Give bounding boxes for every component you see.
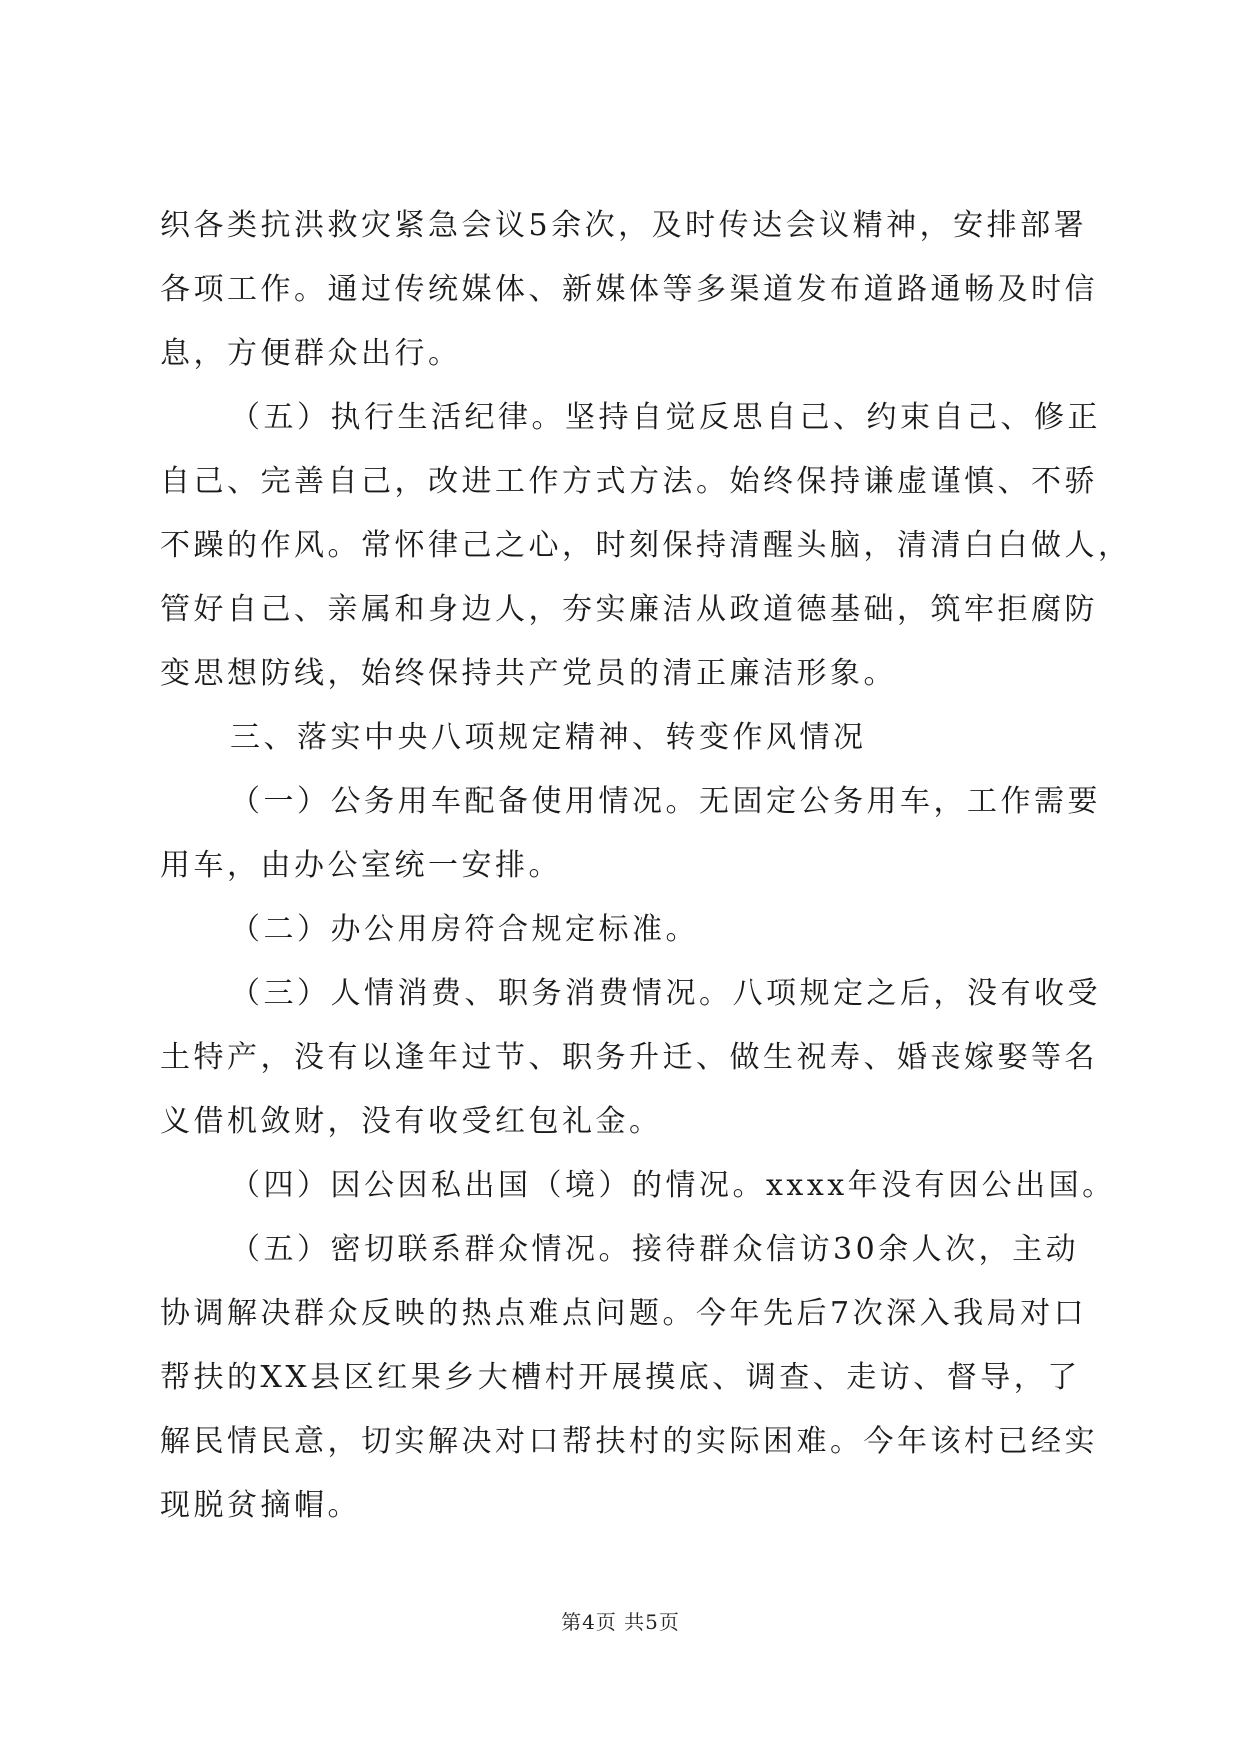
paragraph-heading-line: （三）人情消费、职务消费情况。八项规定之后，没有收受	[230, 976, 1101, 1011]
paragraph-heading-line: （二）办公用房符合规定标准。	[230, 912, 699, 947]
page-footer: 第4页 共5页	[561, 1610, 680, 1634]
paragraph-heading-line: （五）执行生活纪律。坚持自觉反思自己、约束自己、修正	[230, 400, 1101, 435]
paragraph-heading-line: （一）公务用车配备使用情况。无固定公务用车，工作需要	[230, 784, 1101, 819]
body-line: 自己、完善自己，改进工作方式方法。始终保持谦虚谨慎、不骄	[160, 464, 1098, 499]
body-line: 息，方便群众出行。	[160, 336, 462, 371]
body-line: 帮扶的XX县区红果乡大槽村开展摸底、调查、走访、督导，了	[160, 1360, 1081, 1395]
body-line: 解民情民意，切实解决对口帮扶村的实际困难。今年该村已经实	[160, 1424, 1098, 1459]
body-line: 织各类抗洪救灾紧急会议5余次，及时传达会议精神，安排部署	[160, 208, 1088, 243]
paragraph-heading-line: （四）因公因私出国（境）的情况。xxxx年没有因公出国。	[230, 1168, 1116, 1203]
body-line: 现脱贫摘帽。	[160, 1488, 361, 1523]
body-line: 各项工作。通过传统媒体、新媒体等多渠道发布道路通畅及时信	[160, 272, 1098, 307]
body-line: 用车，由办公室统一安排。	[160, 848, 562, 883]
body-line: 土特产，没有以逢年过节、职务升迁、做生祝寿、婚丧嫁娶等名	[160, 1040, 1098, 1075]
body-line: 不躁的作风。常怀律己之心，时刻保持清醒头脑，清清白白做人，	[160, 528, 1132, 563]
body-line: 义借机敛财，没有收受红包礼金。	[160, 1104, 663, 1139]
body-line: 管好自己、亲属和身边人，夯实廉洁从政道德基础，筑牢拒腐防	[160, 592, 1098, 627]
paragraph-heading-line: （五）密切联系群众情况。接待群众信访30余人次，主动	[230, 1232, 1080, 1267]
body-line: 协调解决群众反映的热点难点问题。今年先后7次深入我局对口	[160, 1296, 1088, 1331]
section-heading: 三、落实中央八项规定精神、转变作风情况	[230, 720, 867, 755]
body-line: 变思想防线，始终保持共产党员的清正廉洁形象。	[160, 656, 897, 691]
